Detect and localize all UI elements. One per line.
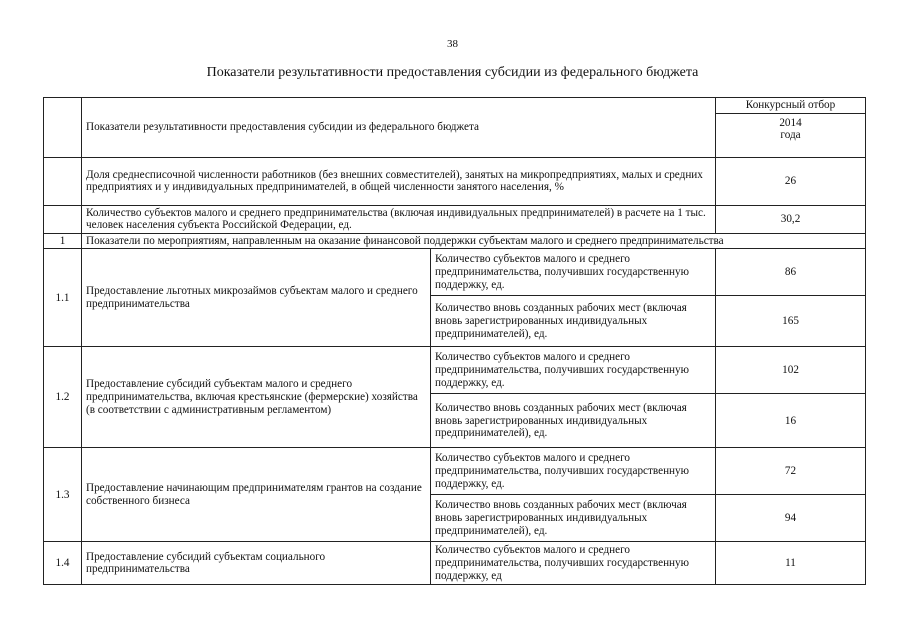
measure-row bbox=[44, 347, 866, 394]
header-indicator-cell: Показатели результативности предоставления субсидии из федерального бюджета bbox=[82, 98, 716, 158]
summary-value: 30,2 bbox=[716, 205, 866, 233]
table-header-row bbox=[44, 98, 866, 114]
measure-number: 1.3 bbox=[44, 448, 82, 542]
row-number-cell bbox=[44, 157, 82, 205]
section-row bbox=[44, 233, 866, 249]
summary-value: 26 bbox=[716, 157, 866, 205]
page-title: Показатели результативности предоставления субсидии из федерального бюджета bbox=[206, 65, 699, 80]
measure-row bbox=[44, 249, 866, 296]
indicator-text: Количество субъектов малого и среднего предпринимательства, получивших государственную поддержку, ед bbox=[431, 542, 716, 585]
summary-row bbox=[44, 205, 866, 233]
header-year: 2014 bbox=[779, 116, 802, 129]
measure-number: 1.2 bbox=[44, 347, 82, 448]
measure-name: Предоставление субсидий субъектам малого и среднего предпринимательства, включая крестьянские (фермерские) хозяйства (в соответствии с административным регламентом) bbox=[82, 347, 431, 448]
measure-number: 1.1 bbox=[44, 249, 82, 347]
indicator-text: Количество субъектов малого и среднего предпринимательства, получивших государственную поддержку, ед. bbox=[431, 448, 716, 495]
row-number-cell bbox=[44, 205, 82, 233]
indicator-value: 11 bbox=[716, 542, 866, 585]
section-title: Показатели по мероприятиям, направленным на оказание финансовой поддержки субъектам малого и среднего предпринимательства bbox=[82, 233, 866, 249]
indicator-value: 165 bbox=[716, 296, 866, 347]
measure-name: Предоставление начинающим предпринимателям грантов на создание собственного бизнеса bbox=[82, 448, 431, 542]
summary-row bbox=[44, 157, 866, 205]
summary-text: Количество субъектов малого и среднего предпринимательства (включая индивидуальных предпринимателей) в расчете на 1 тыс. человек населения субъекта Российской Федерации, ед. bbox=[82, 205, 716, 233]
measure-name: Предоставление льготных микрозаймов субъектам малого и среднего предпринимательства bbox=[82, 249, 431, 347]
indicator-text: Количество субъектов малого и среднего предпринимательства, получивших государственную поддержку, ед. bbox=[431, 347, 716, 394]
indicator-text: Количество вновь созданных рабочих мест (включая вновь зарегистрированных индивидуальных предпринимателей), ед. bbox=[431, 394, 716, 448]
header-year-cell bbox=[716, 113, 866, 157]
indicator-value: 86 bbox=[716, 249, 866, 296]
indicator-text: Количество вновь созданных рабочих мест (включая вновь зарегистрированных индивидуальных предпринимателей), ед. bbox=[431, 495, 716, 542]
indicator-value: 94 bbox=[716, 495, 866, 542]
header-group-cell: Конкурсный отбор bbox=[716, 98, 866, 114]
measure-name: Предоставление субсидий субъектам социального предпринимательства bbox=[82, 542, 431, 585]
indicator-value: 72 bbox=[716, 448, 866, 495]
summary-text: Доля среднесписочной численности работников (без внешних совместителей), занятых на микропредприятиях, малых и средних предприятиях и у индивидуальных предпринимателей, в общей численности занятого населения, % bbox=[82, 157, 716, 205]
indicators-table bbox=[43, 97, 866, 585]
indicator-text: Количество субъектов малого и среднего предпринимательства, получивших государственную поддержку, ед. bbox=[431, 249, 716, 296]
measure-row bbox=[44, 542, 866, 585]
indicator-value: 16 bbox=[716, 394, 866, 448]
section-number: 1 bbox=[44, 233, 82, 249]
page-number: 38 bbox=[447, 38, 458, 50]
indicator-value: 102 bbox=[716, 347, 866, 394]
measure-row bbox=[44, 448, 866, 495]
header-number-cell bbox=[44, 98, 82, 158]
header-year-unit: года bbox=[780, 129, 801, 142]
indicator-text: Количество вновь созданных рабочих мест (включая вновь зарегистрированных индивидуальных предпринимателей), ед. bbox=[431, 296, 716, 347]
measure-number: 1.4 bbox=[44, 542, 82, 585]
